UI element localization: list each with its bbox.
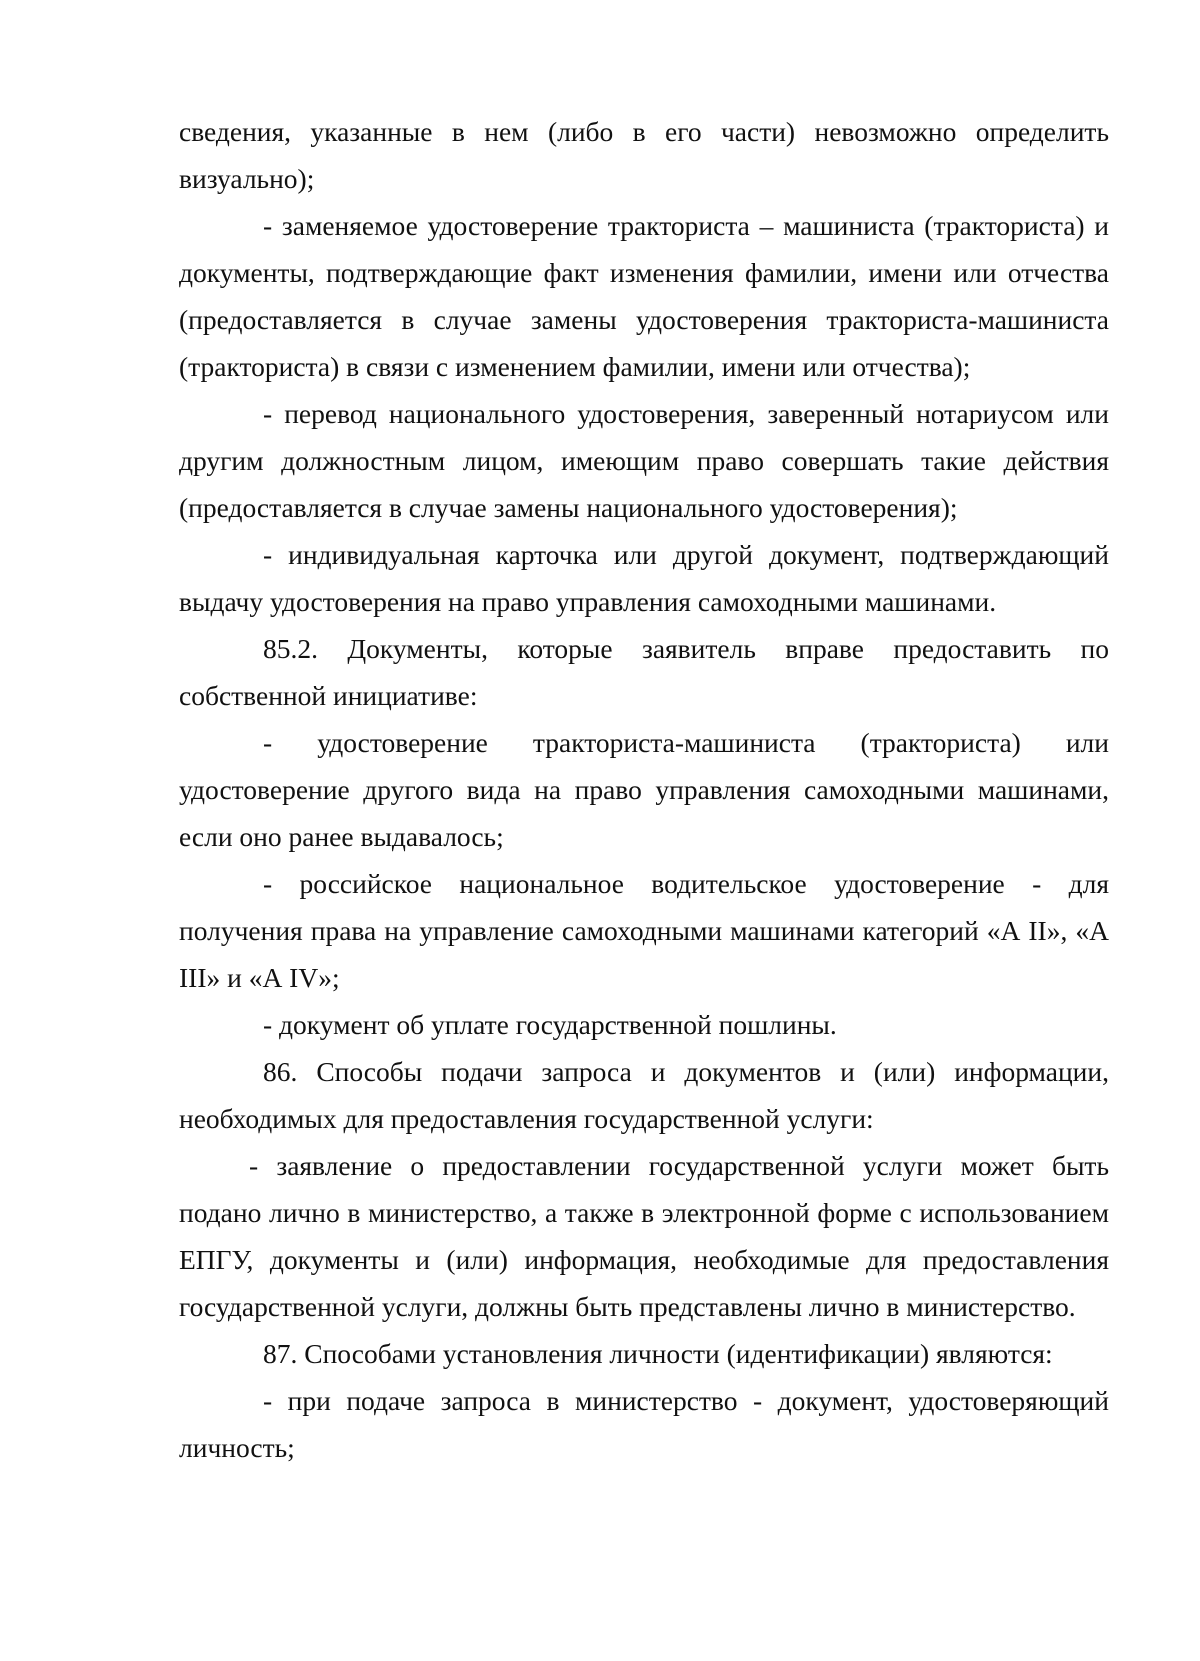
paragraph-visual-check: сведения, указанные в нем (либо в его части) невозможно определить визуально);: [179, 116, 1109, 194]
paragraph-section-87: 87. Способами установления личности (идентификации) являются:: [263, 1338, 1053, 1369]
paragraph-identity-document: - при подаче запроса в министерство - документ, удостоверяющий личность;: [179, 1385, 1109, 1463]
paragraph-individual-card: - индивидуальная карточка или другой документ, подтверждающий выдачу удостоверения на право управления самоходными машинами.: [179, 539, 1109, 617]
paragraph-translation: - перевод национального удостоверения, заверенный нотариусом или другим должностным лицом, имеющим право совершать такие действия (предоставляется в случае замены национального удостоверения);: [179, 398, 1109, 523]
document-body: [179, 108, 1109, 1471]
paragraph-replaced-license: - заменяемое удостоверение тракториста – машиниста (тракториста) и документы, подтверждающие факт изменения фамилии, имени или отчества (предоставляется в случае замены удостоверения тракториста-машиниста (тракториста) в связи с изменением фамилии, имени или отчества);: [179, 210, 1109, 382]
paragraph-application-submission: - заявление о предоставлении государственной услуги может быть подано лично в министерство, а также в электронной форме с использованием ЕПГУ, документы и (или) информация, необходимые для предоставления государственной услуги, должны быть представлены лично в министерство.: [179, 1150, 1109, 1322]
paragraph-section-85-2: 85.2. Документы, которые заявитель вправе предоставить по собственной инициативе:: [179, 633, 1109, 711]
paragraph-section-86: 86. Способы подачи запроса и документов и (или) информации, необходимых для предоставления государственной услуги:: [179, 1056, 1109, 1134]
paragraph-russian-license: - российское национальное водительское удостоверение - для получения права на управление самоходными машинами категорий «А II», «А III» и «А IV»;: [179, 868, 1109, 993]
paragraph-tractor-license: - удостоверение тракториста-машиниста (тракториста) или удостоверение другого вида на право управления самоходными машинами, если оно ранее выдавалось;: [179, 727, 1109, 852]
paragraph-state-fee: - документ об уплате государственной пошлины.: [263, 1009, 837, 1040]
